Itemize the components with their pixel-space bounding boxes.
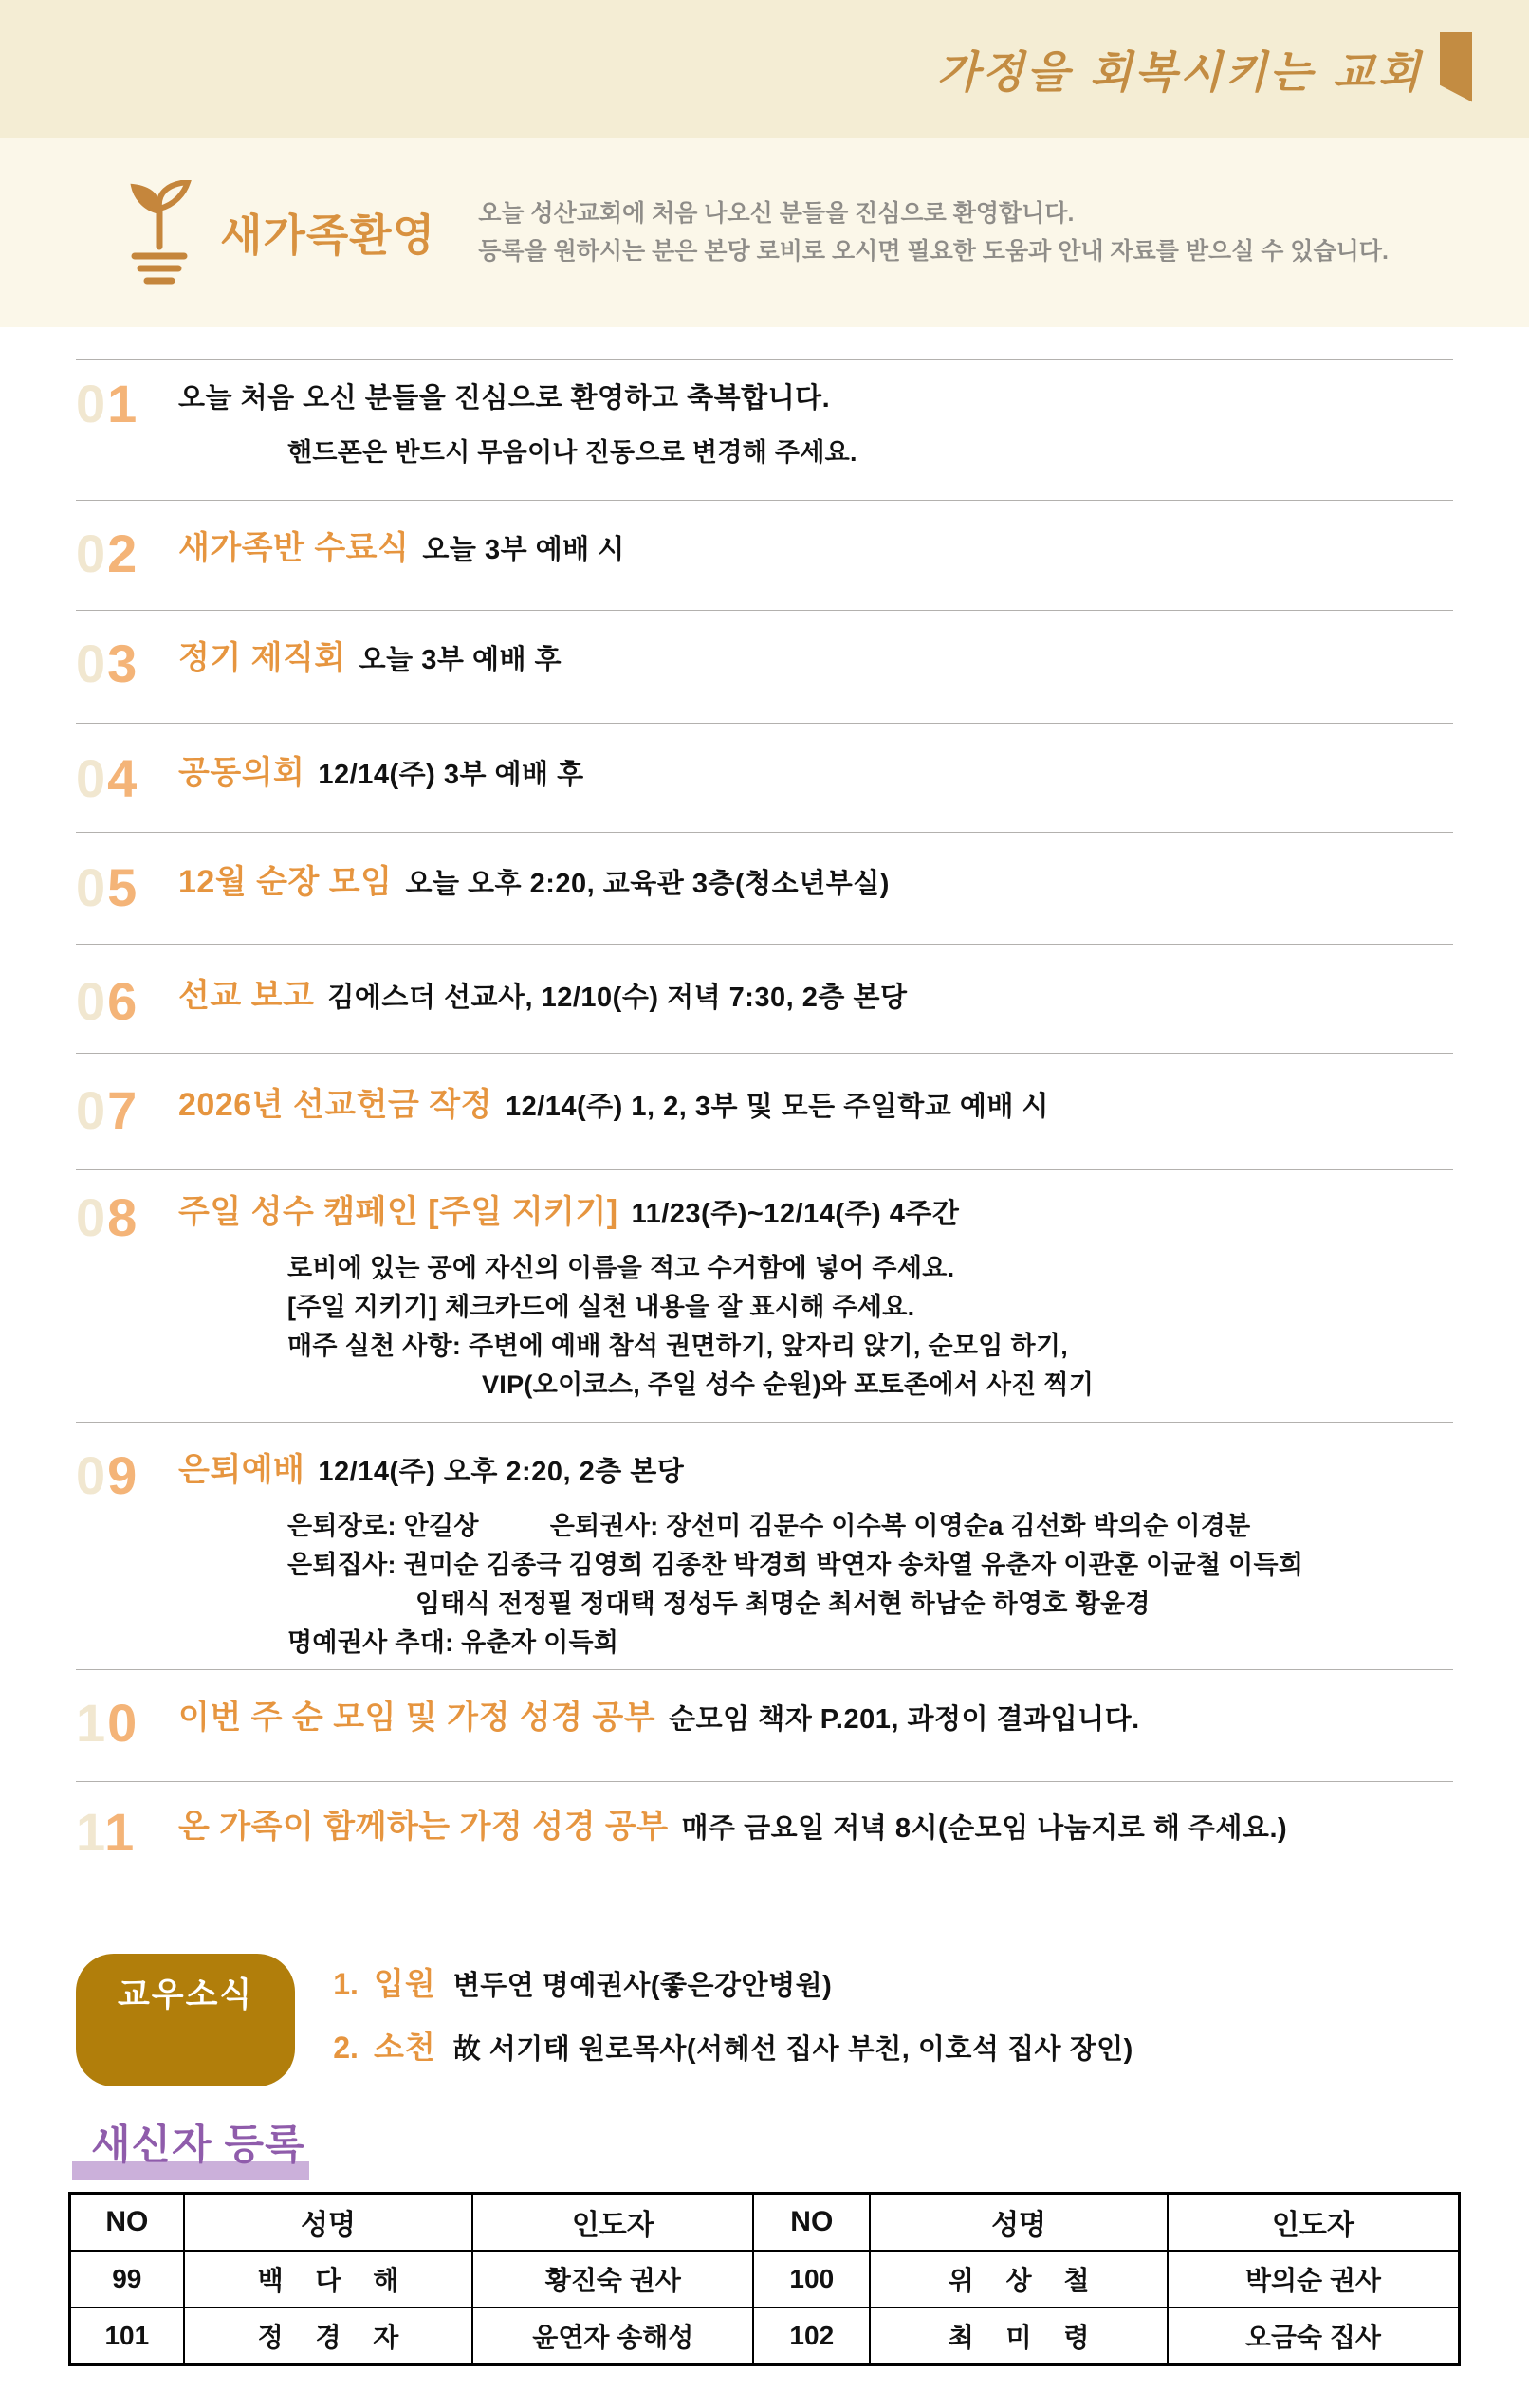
news-label: 입원 [373,1966,436,2001]
item-title: 12월 순장 모임 [178,864,393,900]
item-sub: 핸드폰은 반드시 무음이나 진동으로 변경해 주세요. [287,438,857,467]
news-number: 1. [333,1967,359,2001]
item-title: 이번 주 순 모임 및 가정 성경 공부 [178,1700,656,1736]
item-number: 03 [76,634,139,693]
news-number: 2. [333,2031,359,2065]
table-cell: 정 경 자 [184,2307,473,2365]
sprout-icon [121,180,197,285]
announcement-01 [76,359,1453,500]
news-item-hospitalized [333,1959,1133,2004]
table-cell: 101 [70,2307,184,2365]
member-news-list [333,1954,1133,2086]
item-title: 주일 성수 캠페인 [주일 지키기] [178,1194,618,1230]
item-text: 12/14(주) 1, 2, 3부 및 모든 주일학교 예배 시 [505,1092,1049,1122]
item-title: 은퇴예배 [178,1452,305,1488]
table-cell: 윤연자 송해성 [472,2307,753,2365]
table-cell: 99 [70,2251,184,2307]
member-news-section [76,1954,1453,2086]
welcome-description [478,194,1389,270]
item-number: 09 [76,1445,139,1505]
item-sub: 매주 실천 사항: 주변에 예배 참석 권면하기, 앞자리 앉기, 순모임 하기, [287,1332,1069,1360]
item-title: 새가족반 수료식 [178,530,410,566]
welcome-line-2: 등록을 원하시는 분은 본당 로비로 오시면 필요한 도움과 안내 자료를 받으실 수 있습니다. [478,238,1389,265]
item-number: 07 [76,1080,139,1140]
item-title: 공동의회 [178,755,305,791]
announcement-03 [76,610,1453,723]
announcement-04 [76,723,1453,832]
item-sub: 임태식 전정필 정대택 정성두 최명순 최서현 하남순 하영호 황윤경 [415,1590,1151,1618]
table-header-cell: 인도자 [472,2194,753,2252]
bookmark-ribbon-icon [1440,32,1472,102]
table-header-row [70,2194,1460,2252]
item-sub: 명예권사 추대: 유춘자 이득희 [287,1628,619,1657]
news-item-passing [333,2023,1133,2068]
announcement-06 [76,944,1453,1053]
table-cell: 100 [753,2251,870,2307]
announcement-02 [76,500,1453,610]
item-number: 10 [76,1693,139,1753]
table-header-cell: NO [70,2194,184,2252]
item-text: 오늘 3부 예배 시 [422,535,625,565]
newcomer-table [68,2192,1461,2366]
item-text: 오늘 처음 오신 분들을 진심으로 환영하고 축복합니다. [178,383,831,414]
item-text: 매주 금요일 저녁 8시(순모임 나눔지로 해 주세요.) [681,1813,1288,1844]
table-header-cell: 성명 [184,2194,473,2252]
welcome-line-1: 오늘 성산교회에 처음 나오신 분들을 진심으로 환영합니다. [478,200,1075,227]
announcement-07 [76,1053,1453,1169]
news-label: 소천 [373,2030,436,2065]
item-text: 오늘 오후 2:20, 교육관 3층(청소년부실) [405,869,890,899]
item-number: 02 [76,524,139,583]
newcomer-title: 새신자 등록 [91,2123,305,2168]
item-text: 순모임 책자 P.201, 과정이 결과입니다. [669,1704,1140,1735]
announcement-11 [76,1781,1453,1923]
item-number: 05 [76,857,139,917]
announcement-05 [76,832,1453,944]
item-sub: 은퇴집사: 권미순 김종극 김영희 김종찬 박경희 박연자 송차열 유춘자 이관훈 이균철 이득희 [287,1551,1304,1579]
item-text: 12/14(주) 3부 예배 후 [318,760,584,790]
announcement-08 [76,1169,1453,1422]
table-header-cell: NO [753,2194,870,2252]
announcement-10 [76,1669,1453,1781]
new-family-welcome-section [0,138,1529,327]
item-title: 2026년 선교헌금 작정 [178,1087,492,1123]
item-text: 오늘 3부 예배 후 [359,645,562,675]
item-text: 김에스더 선교사, 12/10(수) 저녁 7:30, 2층 본당 [327,983,908,1013]
item-number: 04 [76,748,139,808]
table-row [70,2251,1460,2307]
table-header-cell: 성명 [870,2194,1168,2252]
item-sub: VIP(오이코스, 주일 성수 순원)와 포토존에서 사진 찍기 [482,1370,1095,1399]
table-cell: 오금숙 집사 [1168,2307,1460,2365]
item-sub: 은퇴장로: 안길상 [287,1512,479,1540]
item-number: 06 [76,971,139,1031]
table-header-cell: 인도자 [1168,2194,1460,2252]
table-cell: 박의순 권사 [1168,2251,1460,2307]
announcement-09 [76,1422,1453,1669]
item-title: 온 가족이 함께하는 가정 성경 공부 [178,1809,669,1845]
news-text: 故 서기태 원로목사(서혜선 집사 부친, 이호석 집사 장인) [452,2034,1133,2065]
table-row [70,2307,1460,2365]
welcome-title: 새가족환영 [220,211,436,260]
item-sub: [주일 지키기] 체크카드에 실천 내용을 잘 표시해 주세요. [287,1293,915,1321]
member-news-badge: 교우소식 [76,1954,295,2086]
item-title: 선교 보고 [178,978,315,1014]
top-banner [0,0,1529,138]
item-text: 12/14(주) 오후 2:20, 2층 본당 [318,1457,685,1487]
news-text: 변두연 명예권사(좋은강안병원) [452,1971,833,2001]
church-slogan: 가정을 회복시키는 교회 [936,46,1423,98]
table-cell: 황진숙 권사 [472,2251,753,2307]
announcement-list [76,359,1453,1923]
item-sub: 은퇴권사: 장선미 김문수 이수복 이영순a 김선화 박의순 이경분 [549,1512,1251,1540]
table-cell: 102 [753,2307,870,2365]
table-cell: 백 다 해 [184,2251,473,2307]
item-title: 정기 제직회 [178,640,346,676]
item-number: 08 [76,1187,139,1247]
item-number: 11 [76,1802,137,1862]
item-sub: 로비에 있는 공에 자신의 이름을 적고 수거함에 넣어 주세요. [287,1254,955,1282]
newcomer-registration-section [68,2113,1461,2366]
table-cell: 최 미 령 [870,2307,1168,2365]
table-cell: 위 상 철 [870,2251,1168,2307]
item-number: 01 [76,374,139,433]
item-text: 11/23(주)~12/14(주) 4주간 [631,1199,960,1229]
